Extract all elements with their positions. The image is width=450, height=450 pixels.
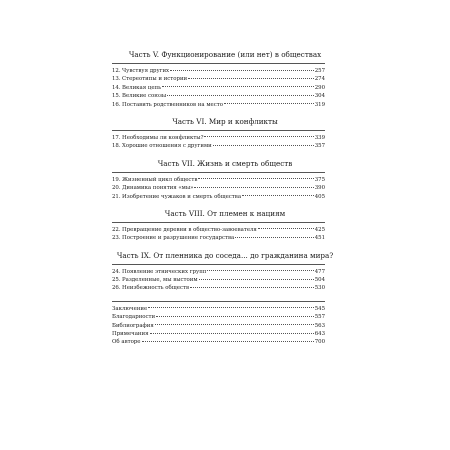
page-number: 530: [314, 285, 325, 292]
dot-leader: [198, 178, 313, 179]
chapter-number: 24.: [112, 268, 121, 275]
chapter-title: Появление этнических групп: [122, 268, 207, 275]
chapter-number: 12.: [112, 68, 121, 74]
back-matter-title: Заключение: [112, 305, 148, 312]
toc-entry[interactable]: [112, 184, 325, 192]
toc-entry[interactable]: [112, 92, 325, 100]
toc-entry[interactable]: [112, 313, 325, 321]
page-number: 257: [314, 68, 325, 74]
page-number: 357: [314, 143, 325, 150]
dot-leader: [167, 95, 313, 96]
part-title: Часть V. Функционирование (или нет) в обществах: [128, 50, 322, 59]
dot-leader: [194, 187, 313, 188]
toc-entry[interactable]: [112, 176, 325, 184]
part-divider: [112, 172, 325, 173]
page-number: 274: [314, 76, 325, 83]
chapter-title: Разделенные, мы выстоим: [122, 277, 198, 284]
chapter-title: Стереотипы и истории: [122, 76, 188, 83]
back-matter-divider: [112, 301, 325, 302]
toc-entry[interactable]: [112, 193, 325, 201]
part-title: Часть VIII. От племен к нациям: [164, 208, 286, 218]
page-number: 545: [314, 305, 325, 312]
part-divider: [112, 63, 325, 64]
page-number: 390: [314, 185, 325, 192]
dot-leader: [235, 237, 313, 238]
toc-part-9: [112, 251, 338, 293]
chapter-number: 20.: [112, 185, 121, 192]
dot-leader: [207, 270, 313, 271]
dot-leader: [148, 307, 314, 308]
chapter-title: Жизненный цикл обществ: [122, 176, 198, 183]
toc-entry[interactable]: [112, 276, 325, 284]
page-number: 319: [314, 101, 325, 108]
part-divider: [112, 264, 325, 265]
page-number: 504: [314, 277, 325, 284]
part-divider: [112, 130, 325, 131]
dot-leader: [156, 316, 314, 317]
page-number: 304: [314, 93, 325, 100]
chapter-title: Поставить родственников на место: [122, 101, 223, 108]
chapter-title: Изобретение чужаков и смерть общества: [122, 193, 242, 200]
chapter-number: 26.: [112, 285, 121, 292]
toc-part-6: [112, 117, 338, 151]
page-number: 405: [314, 193, 325, 200]
toc-entry[interactable]: [112, 75, 325, 83]
back-matter-title: Примечания: [112, 331, 149, 338]
dot-leader: [224, 103, 314, 104]
chapter-number: 21.: [112, 193, 121, 200]
chapter-title: Хорошие отношения с другими: [122, 143, 212, 150]
dot-leader: [199, 279, 314, 280]
chapter-number: 19.: [112, 176, 121, 183]
chapter-title: Неизбежность обществ: [122, 285, 190, 292]
page-number: 425: [314, 226, 325, 233]
chapter-title: Построение и разрушение государства: [122, 235, 235, 242]
toc-entry[interactable]: [112, 234, 325, 242]
dot-leader: [204, 136, 313, 137]
toc-part-5: [112, 50, 338, 109]
chapter-number: 16.: [112, 101, 121, 108]
chapter-number: 17.: [112, 134, 121, 141]
dot-leader: [188, 78, 314, 79]
toc-part-7: [112, 159, 338, 201]
chapter-title: Великие союзы: [122, 93, 167, 100]
dot-leader: [258, 228, 314, 229]
part-title: Часть VII. Жизнь и смерть обществ: [157, 158, 293, 168]
back-matter-title: Об авторе: [112, 339, 141, 346]
toc-entry[interactable]: [112, 284, 325, 292]
page-number: 290: [314, 84, 325, 91]
chapter-number: 25.: [112, 277, 121, 284]
page-number: 700: [314, 339, 325, 346]
toc-entry[interactable]: [112, 84, 325, 92]
toc-entry[interactable]: [112, 322, 325, 330]
toc-entry[interactable]: [112, 268, 325, 276]
toc-part-8: [112, 209, 338, 243]
dot-leader: [213, 145, 314, 146]
dot-leader: [142, 341, 314, 342]
toc-entry[interactable]: [112, 67, 325, 75]
chapter-title: Великая цепь: [122, 84, 162, 91]
dot-leader: [162, 86, 314, 87]
dot-leader: [170, 70, 314, 71]
page-number: 643: [314, 331, 325, 338]
toc-entry[interactable]: [112, 330, 325, 338]
part-title: Часть VI. Мир и конфликты: [172, 116, 278, 126]
chapter-number: 15.: [112, 93, 121, 100]
chapter-title: Динамика понятия «мы»: [122, 185, 194, 192]
page-number: 477: [314, 268, 325, 275]
chapter-number: 18.: [112, 143, 121, 150]
toc-entry[interactable]: [112, 305, 325, 313]
page-number: 451: [314, 235, 325, 242]
chapter-number: 13.: [112, 76, 121, 83]
table-of-contents: [112, 50, 338, 347]
toc-entry[interactable]: [112, 226, 325, 234]
toc-entry[interactable]: [112, 338, 325, 346]
dot-leader: [150, 333, 314, 334]
chapter-number: 23.: [112, 235, 121, 242]
chapter-title: Необходимы ли конфликты?: [122, 134, 204, 141]
dot-leader: [242, 195, 314, 196]
toc-entry[interactable]: [112, 142, 325, 150]
dot-leader: [155, 324, 314, 325]
chapter-title: Превращение деревни в общество-завоевателя: [122, 226, 257, 233]
page-number: 563: [314, 322, 325, 329]
part-divider: [112, 222, 325, 223]
page-number: 375: [314, 176, 325, 183]
dot-leader: [190, 287, 314, 288]
back-matter-title: Благодарности: [112, 314, 156, 321]
chapter-number: 22.: [112, 226, 121, 233]
part-title: Часть IX. От пленника до соседа... до гражданина мира?: [116, 250, 334, 260]
toc-entry[interactable]: [112, 101, 325, 109]
chapter-number: 14.: [112, 84, 121, 91]
toc-back-matter: [112, 301, 338, 347]
back-matter-title: Библиография: [112, 322, 154, 329]
chapter-title: Чувствуя других: [122, 68, 170, 74]
toc-entry[interactable]: [112, 134, 325, 142]
page-number: 339: [314, 134, 325, 141]
page-number: 557: [314, 314, 325, 321]
